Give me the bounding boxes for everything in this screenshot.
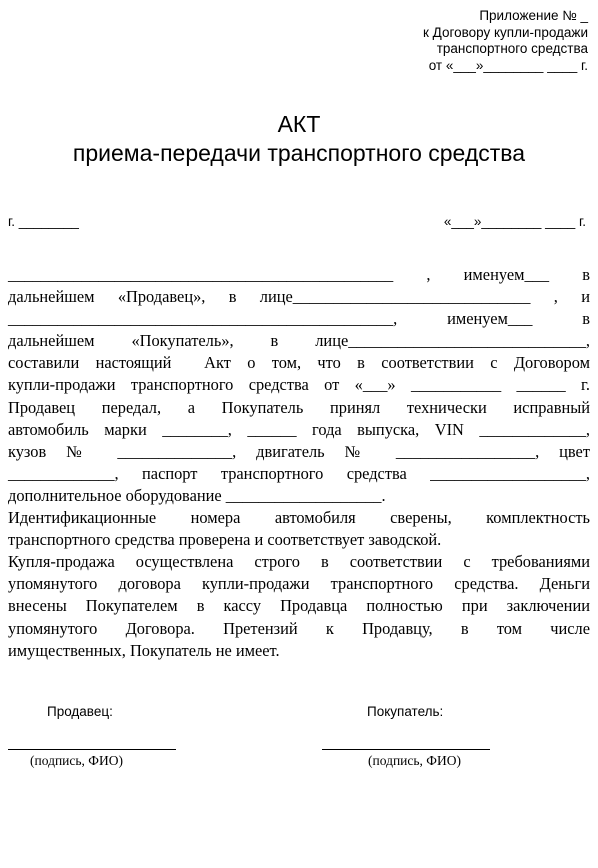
appendix-line: к Договору купли-продажи xyxy=(423,24,588,40)
buyer-label: Покупатель: xyxy=(367,704,444,719)
body-line: Идентификационные номера автомобиля сверены, комплектность xyxy=(8,508,590,528)
body-line: автомобиль марки ________, ______ года выпуска, VIN _____________, xyxy=(8,419,590,439)
body-line: составили настоящий Акт о том, что в соответствии с Договором xyxy=(8,353,590,373)
appendix-line: Приложение № _ xyxy=(479,8,588,23)
act-body-text xyxy=(8,264,590,662)
seller-label: Продавец: xyxy=(47,704,113,719)
body-line: упомянутого Договора. Претензий к Продавцу, в том числе xyxy=(8,618,590,638)
appendix-header xyxy=(423,8,588,74)
body-line: дальнейшем «Покупатель», в лице_____________________________, xyxy=(8,331,590,351)
document-title xyxy=(0,110,598,168)
body-line: дополнительное оборудование ___________________. xyxy=(8,485,386,505)
buyer-signature-caption: (подпись, ФИО) xyxy=(368,753,461,768)
body-line: _____________, паспорт транспортного средства ___________________, xyxy=(8,463,590,483)
seller-signature-caption: (подпись, ФИО) xyxy=(30,753,123,768)
body-line: кузов № ______________, двигатель № _________________, цвет xyxy=(8,441,590,461)
body-line: упомянутого договора купли-продажи транспортного средства. Деньги xyxy=(8,574,590,594)
body-line: транспортного средства проверена и соответствует заводской. xyxy=(8,530,442,550)
body-line: Купля-продажа осуществлена строго в соответствии с требованиями xyxy=(8,552,590,572)
body-line: имущественных, Покупатель не имеет. xyxy=(8,640,280,660)
appendix-line: транспортного средства xyxy=(436,41,588,56)
place-date-row xyxy=(8,214,586,229)
place-field: г. ________ xyxy=(8,214,79,229)
appendix-line: от «___»________ ____ г. xyxy=(428,57,588,73)
body-line: _______________________________________________ , именуем___ в xyxy=(8,265,590,284)
seller-signature-line xyxy=(8,749,176,750)
title-line-1: АКТ xyxy=(277,111,321,137)
title-line-2: приема-передачи транспортного средства xyxy=(72,140,526,166)
body-line: купли-продажи транспортного средства от «___» ___________ ______ г. xyxy=(8,375,590,395)
date-field: «___»________ ____ г. xyxy=(443,214,586,229)
body-line: Продавец передал, а Покупатель принял технически исправный xyxy=(8,397,590,417)
buyer-signature-line xyxy=(322,749,490,750)
body-line: _______________________________________________, именуем___ в xyxy=(8,309,590,329)
body-line: внесены Покупателем в кассу Продавца полностью при заключении xyxy=(8,596,590,616)
body-line: дальнейшем «Продавец», в лице_____________________________ , и xyxy=(8,287,590,307)
